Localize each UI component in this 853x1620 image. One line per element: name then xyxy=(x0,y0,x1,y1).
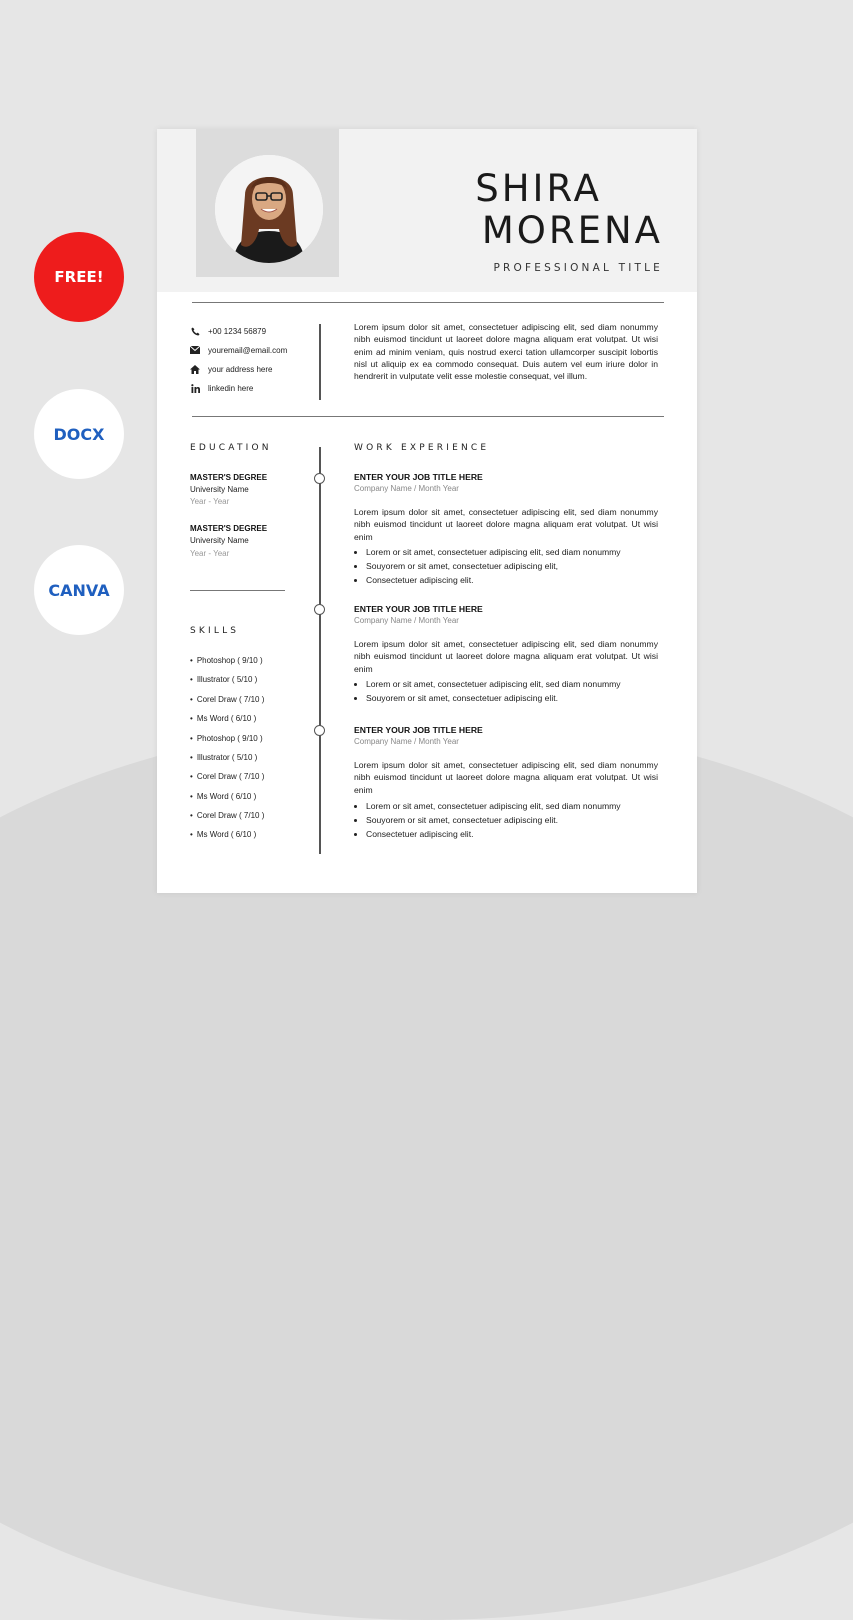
docx-badge: DOCX xyxy=(34,389,124,479)
skill-item: • Ms Word ( 6/10 ) xyxy=(190,830,256,839)
address-text: your address here xyxy=(208,364,273,374)
skill-item: • Photoshop ( 9/10 ) xyxy=(190,656,263,665)
phone-icon xyxy=(190,326,200,336)
skill-item: • Photoshop ( 9/10 ) xyxy=(190,734,263,743)
job-title: ENTER YOUR JOB TITLE HERE xyxy=(354,472,483,482)
skill-item: • Corel Draw ( 7/10 ) xyxy=(190,695,264,704)
job-title: ENTER YOUR JOB TITLE HERE xyxy=(354,604,483,614)
job-company: Company Name / Month Year xyxy=(354,737,459,746)
home-icon xyxy=(190,364,200,374)
name-first: SHIRA xyxy=(475,167,602,210)
education-heading: EDUCATION xyxy=(190,443,272,453)
job-bullets xyxy=(354,546,621,587)
contact-divider xyxy=(319,324,321,400)
profile-summary: Lorem ipsum dolor sit amet, consectetuer adipiscing elit, sed diam nonummy nibh euismod tincidunt ut laoreet dolore magna aliquam erat volutpat. Ut wisi enim ad minim veniam, quis nostrud exerci tation ullamcorper suscipit lobortis nisl ut aliquip ex ea commodo consequat. Duis autem vel eum iriure dolor in hendrerit in vulputate velit esse molestie consequat, vel illum. xyxy=(354,322,658,382)
job-bullet: • Lorem or sit amet, consectetuer adipiscing elit, sed diam nonummy xyxy=(366,678,621,692)
timeline-dot xyxy=(314,604,325,615)
linkedin-icon xyxy=(190,383,200,393)
envelope-icon xyxy=(190,345,200,355)
job-bullet: • Consectetuer adipiscing elit. xyxy=(366,828,621,842)
edu-years: Year - Year xyxy=(190,497,230,506)
email-text: youremail@email.com xyxy=(208,345,288,355)
skill-item: • Illustrator ( 5/10 ) xyxy=(190,675,257,684)
name-last: MORENA xyxy=(481,209,663,252)
job-bullet: • Souyorem or sit amet, consectetuer adipiscing elit, xyxy=(366,560,621,574)
edu-degree: MASTER'S DEGREE xyxy=(190,524,268,533)
edu-degree: MASTER'S DEGREE xyxy=(190,473,268,482)
job-company: Company Name / Month Year xyxy=(354,616,459,625)
skill-item: • Corel Draw ( 7/10 ) xyxy=(190,772,264,781)
skills-heading: SKILLS xyxy=(190,626,240,636)
contact-phone xyxy=(190,326,266,336)
job-company: Company Name / Month Year xyxy=(354,484,459,493)
skill-item: • Illustrator ( 5/10 ) xyxy=(190,753,257,762)
edu-years: Year - Year xyxy=(190,549,230,558)
resume-page xyxy=(157,129,697,893)
job-description: Lorem ipsum dolor sit amet, consectetuer adipiscing elit, sed diam nonummy nibh euismod tincidunt ut laoreet dolore magna aliquam erat volutpat. Ut wisi enim xyxy=(354,507,658,542)
professional-title: PROFESSIONAL TITLE xyxy=(493,262,663,274)
skill-item: • Ms Word ( 6/10 ) xyxy=(190,792,256,801)
phone-text: +00 1234 56879 xyxy=(208,326,267,336)
job-bullet: • Souyorem or sit amet, consectetuer adipiscing elit. xyxy=(366,814,621,828)
linkedin-text: linkedin here xyxy=(208,383,254,393)
job-bullet: • Lorem or sit amet, consectetuer adipiscing elit, sed diam nonummy xyxy=(366,800,621,814)
contact-address xyxy=(190,364,272,374)
divider-top xyxy=(192,302,664,303)
job-title: ENTER YOUR JOB TITLE HERE xyxy=(354,725,483,735)
profile-photo xyxy=(215,155,323,263)
job-description: Lorem ipsum dolor sit amet, consectetuer adipiscing elit, sed diam nonummy nibh euismod tincidunt ut laoreet dolore magna aliquam erat volutpat. Ut wisi enim xyxy=(354,639,658,674)
education-divider xyxy=(190,590,285,591)
job-bullet: • Consectetuer adipiscing elit. xyxy=(366,574,621,588)
job-bullet: • Souyorem or sit amet, consectetuer adipiscing elit. xyxy=(366,692,621,706)
timeline-line xyxy=(319,447,321,854)
job-bullets xyxy=(354,800,621,841)
job-description: Lorem ipsum dolor sit amet, consectetuer adipiscing elit, sed diam nonummy nibh euismod tincidunt ut laoreet dolore magna aliquam erat volutpat. Ut wisi enim xyxy=(354,760,658,795)
timeline-dot xyxy=(314,725,325,736)
edu-school: University Name xyxy=(190,485,249,494)
timeline-dot xyxy=(314,473,325,484)
contact-linkedin xyxy=(190,383,253,393)
canva-badge: CANVA xyxy=(34,545,124,635)
job-bullet: • Lorem or sit amet, consectetuer adipiscing elit, sed diam nonummy xyxy=(366,546,621,560)
skill-item: • Corel Draw ( 7/10 ) xyxy=(190,811,264,820)
skill-item: • Ms Word ( 6/10 ) xyxy=(190,714,256,723)
contact-email xyxy=(190,345,287,355)
job-bullets xyxy=(354,678,621,706)
divider-middle xyxy=(192,416,664,417)
work-heading: WORK EXPERIENCE xyxy=(354,443,490,453)
edu-school: University Name xyxy=(190,536,249,545)
free-badge: FREE! xyxy=(34,232,124,322)
